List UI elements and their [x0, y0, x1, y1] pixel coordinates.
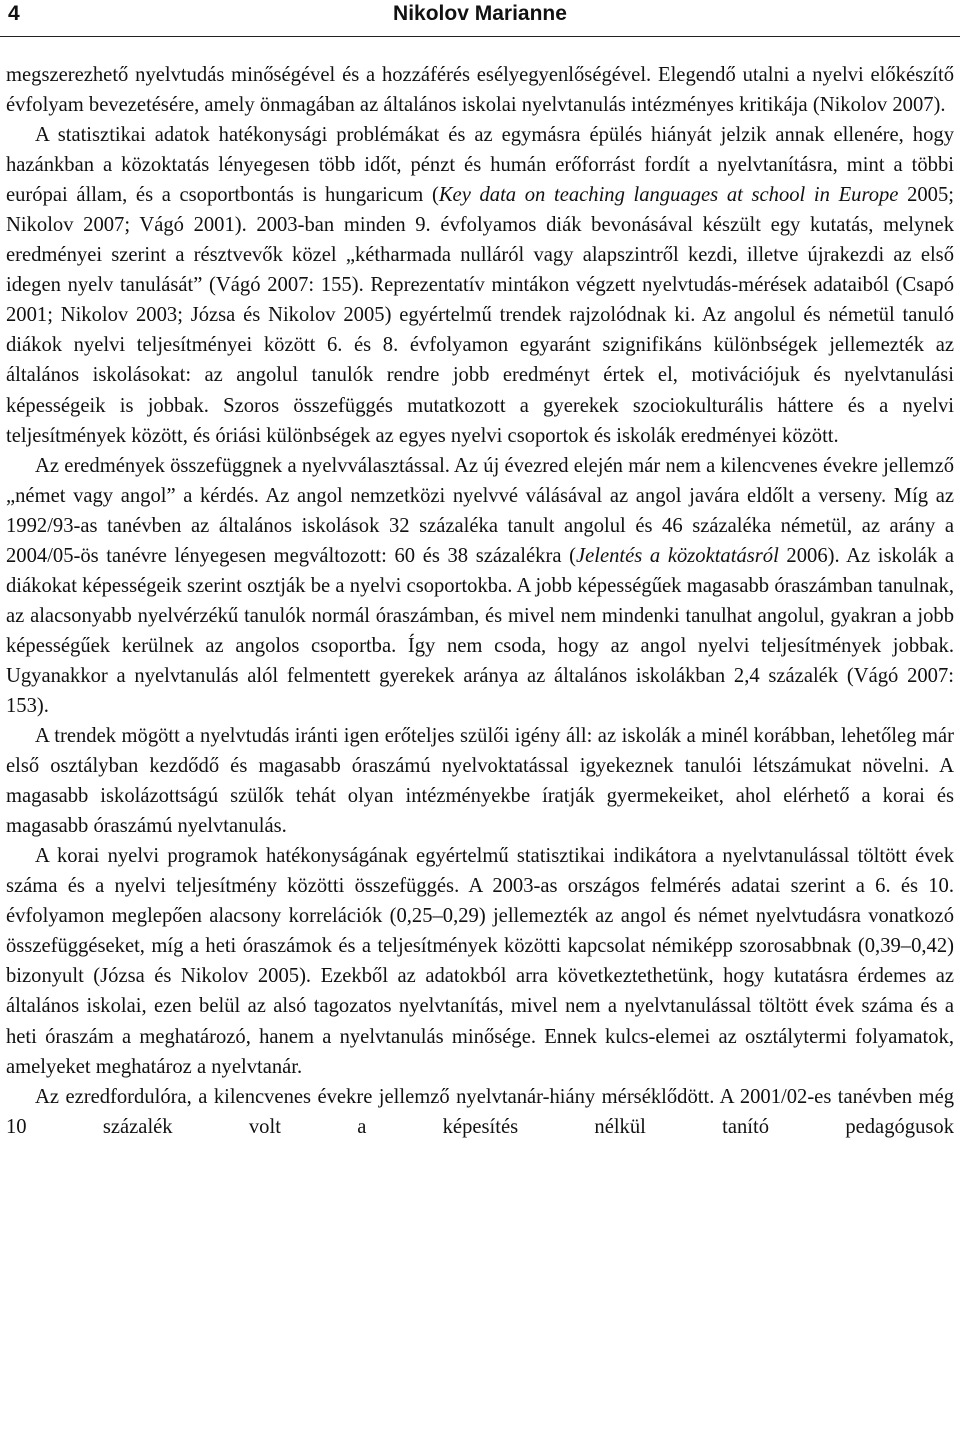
text-run: A trendek mögött a nyelvtudás iránti igen erőteljes szülői igény áll: az iskolák a minél korábban, lehetőleg már első osztályban kezdődő és magasabb óraszámú nyelvoktatással igyekeznek tanulói létszámukat növelni. A magasabb iskolázottságú szülők tehát olyan intézményekbe íratják gyermekeiket, ahol elérhető a korai és magasabb óraszámú nyelvtanulás. [6, 725, 954, 838]
paragraph-p0 [6, 60, 954, 120]
page-number: 4 [8, 2, 20, 25]
paragraph-p2 [6, 451, 954, 721]
text-run: 2005; Nikolov 2007; Vágó 2001). 2003-ban minden 9. évfolyamos diák bevonásával készült egy kutatás, melynek eredményei szerint a résztvevők közel „kétharmada nulláról vagy alapszintről kezdi, illetve újrakezdi az első idegen nyelv tanulását” (Vágó 2007: 155). Reprezentatív mintákon végzett nyelvtudás-mérések adataiból (Csapó 2001; Nikolov 2003; Józsa és Nikolov 2005) egyértelmű trendek rajzolódnak ki. Az angolul és németül tanuló diákok nyelvi teljesítményei között 6. és 8. évfolyamon egyaránt szignifikáns különbségek jellemezték az általános iskolásokat: az angolul tanulók rendre jobb eredményt értek el, motivációjuk és nyelvtanulási képességeik is jobbak. Szoros összefüggés mutatkozott a gyerekek szociokulturális háttere és a nyelvi teljesítmények között, és óriási különbségek az egyes nyelvi csoportok és iskolák eredményei között. [6, 184, 954, 447]
paragraph-p4 [6, 841, 954, 1081]
paragraph-p1 [6, 120, 954, 451]
text-run: A statisztikai adatok hatékonysági problémákat és az egymásra épülés hiányát jelzik annak ellenére, hogy hazánkban a közoktatás lényegesen több időt, pénzt és humán erőforrást fordít a nyelvtanításra, mint a többi európai állam, és a csoportbontás is hungaricum ( [6, 124, 954, 207]
running-head: Nikolov Marianne [393, 2, 567, 25]
page-header [0, 0, 960, 40]
italic-title: Jelentés a közoktatásról [575, 544, 779, 567]
paragraph-p5 [6, 1082, 954, 1142]
text-run: 2006). Az iskolák a diákokat képességeik szerint osztják be a nyelvi csoportokba. A jobb képességűek magasabb óraszámban tanulnak, az alacsonyabb nyelvérzékű tanulók normál óraszámban, és mivel nem mindenki tanulhat angolul, gyakran a jobb képességűek kerülnek az angolos csoportba. Így nem csoda, hogy az angol nyelvi teljesítmények jobbak. Ugyanakkor a nyelvtanulás alól felmentett gyerekek aránya az általános iskolákban 2,4 százalék (Vágó 2007: 153). [6, 544, 955, 717]
italic-title: Key data on teaching languages at school in Europe [438, 184, 899, 207]
article-body [6, 60, 954, 1142]
text-run: Az eredmények összefüggnek a nyelvválasztással. Az új évezred elején már nem a kilencvenes évekre jellemző „német vagy angol” a kérdés. Az angol nemzetközi nyelvvé válásával az angol javára eldőlt a verseny. Míg az 1992/93-as tanévben az általános iskolások 32 százaléka tanult angolul és 46 százaléka németül, az arány a 2004/05-ös tanévre lényegesen megváltozott: 60 és 38 százalékra ( [6, 454, 954, 567]
text-run: A korai nyelvi programok hatékonyságának egyértelmű statisztikai indikátora a nyelvtanulással töltött évek száma és a nyelvi teljesítmény közötti összefüggés. A 2003-as országos felmérés adatai szerint a 6. és 10. évfolyamon meglepően alacsony korrelációk (0,25–0,29) jellemezték az angol és német nyelvtudásra vonatkozó összefüggéseket, míg a heti óraszámok és a teljesítmények közötti kapcsolat némiképp szorosabbnak (0,39–0,42) bizonyult (Józsa és Nikolov 2005). Ezekből az adatokból arra következtethetünk, hogy kutatásra érdemes az általános iskolai, ezen belül az alsó tagozatos nyelvtanítás, mivel nem a nyelvtanulással töltött évek száma és a heti óraszám a meghatározó, hanem a nyelvtanulás minősége. Ennek kulcs-elemei az osztálytermi folyamatok, amelyeket meghatároz a nyelvtanár. [6, 845, 954, 1078]
header-rule [0, 36, 960, 37]
text-run: megszerezhető nyelvtudás minőségével és a hozzáférés esélyegyenlőségével. Elegendő utalni a nyelvi előkészítő évfolyam bevezetésére, amely önmagában az általános iskolai nyelvtanulás intézményes kritikája (Nikolov 2007). [6, 64, 954, 117]
text-run: Az ezredfordulóra, a kilencvenes évekre jellemző nyelvtanár-hiány mérséklődött. A 2001/02-es tanévben még 10 százalék volt a képesítés nélkül tanító pedagógusok [6, 1085, 954, 1138]
paragraph-p3 [6, 721, 954, 841]
